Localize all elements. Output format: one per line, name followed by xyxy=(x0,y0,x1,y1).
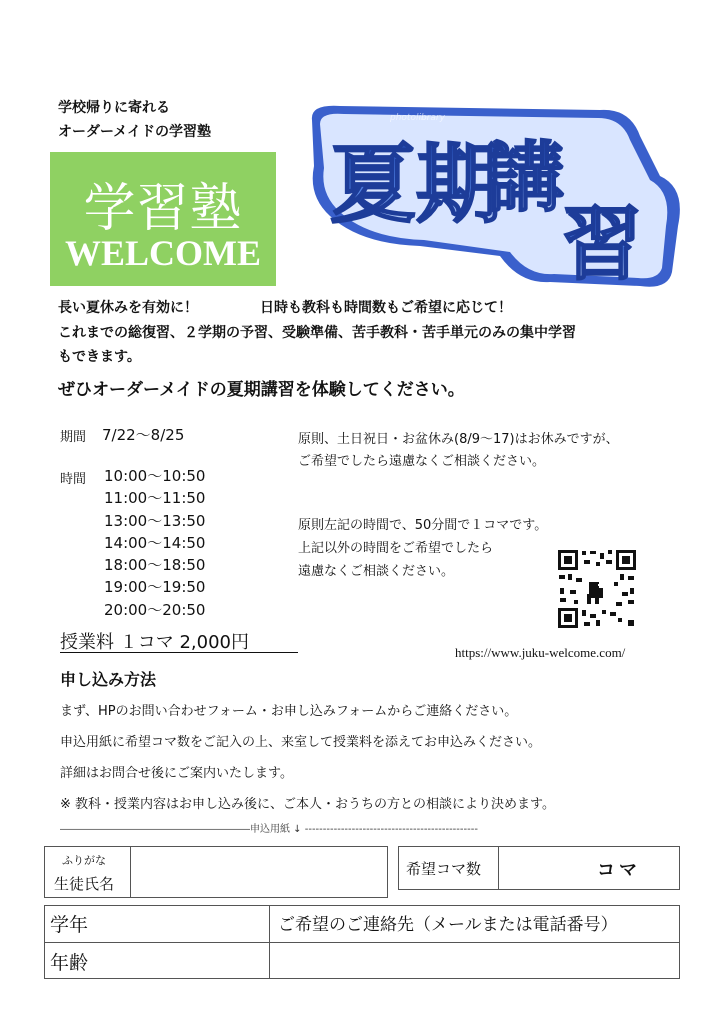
banner-title-1: 夏期 xyxy=(330,135,502,235)
banner-title-3: 習 xyxy=(562,198,642,291)
time-slot: 14:00～14:50 xyxy=(104,533,206,552)
time-note-3: 遠慮なくご相談ください。 xyxy=(298,564,455,579)
age-label: 年齢 xyxy=(50,953,89,974)
logo-sub-text: WELCOME xyxy=(64,233,261,273)
contact-label: ご希望のご連絡先（メールまたは電話番号） xyxy=(278,915,618,934)
promo-line-2: これまでの総復習、２学期の予習、受験準備、苦手教科・苦手単元のみの集中学習 xyxy=(58,325,576,341)
application-step: まず、HPのお問い合わせフォーム・お申し込みフォームからご連絡ください。 xyxy=(60,704,518,719)
grade-label: 学年 xyxy=(50,915,89,936)
time-label: 時間 xyxy=(60,472,87,487)
tuition-underline xyxy=(60,652,298,653)
application-step: 詳細はお問合せ後にご案内いたします。 xyxy=(60,766,293,781)
furigana-label: ふりがな xyxy=(62,855,106,867)
time-note-2: 上記以外の時間をご希望でしたら xyxy=(298,541,494,556)
application-step: 申込用紙に希望コマ数をご記入の上、来室して授業料を添えてお申込みください。 xyxy=(60,735,542,750)
summer-course-banner xyxy=(300,96,690,292)
qr-code-icon[interactable] xyxy=(556,548,638,630)
koma-count-label: 希望コマ数 xyxy=(406,862,482,878)
time-slot: 19:00～19:50 xyxy=(104,578,206,597)
koma-unit-label: コマ xyxy=(597,860,641,880)
tagline-line-2: オーダーメイドの学習塾 xyxy=(58,124,212,140)
promo-line-3: もできます。 xyxy=(58,349,141,365)
banner-watermark: photolibrary xyxy=(390,113,445,123)
period-note-2: ご希望でしたら遠慮なくご相談ください。 xyxy=(298,454,546,469)
time-slot: 11:00～11:50 xyxy=(104,489,206,508)
info-table-horizontal-divider xyxy=(44,942,680,943)
koma-field-divider xyxy=(498,846,499,890)
period-value: 7/22～8/25 xyxy=(102,426,185,444)
time-slot: 20:00～20:50 xyxy=(104,600,206,619)
tuition-fee: 授業料 １コマ 2,000円 xyxy=(60,632,249,653)
tagline-line-1: 学校帰りに寄れる xyxy=(58,100,170,116)
logo-main-text: 学習塾 xyxy=(83,179,243,239)
banner-title-2: 講 xyxy=(488,133,564,222)
promo-headline: ぜひオーダーメイドの夏期講習を体験してください。 xyxy=(58,380,465,400)
period-note-1: 原則、土日祝日・お盆休み(8/9～17)はお休みですが、 xyxy=(298,432,619,447)
time-slot: 10:00～10:50 xyxy=(104,467,206,485)
time-slot: 13:00～13:50 xyxy=(104,511,206,530)
school-logo xyxy=(50,152,276,286)
application-note: ※ 教科・授業内容はお申し込み後に、ご本人・おうちの方との相談により決めます。 xyxy=(60,797,555,812)
website-url[interactable]: https://www.juku-welcome.com/ xyxy=(455,645,626,660)
name-field-divider xyxy=(130,846,131,898)
student-name-label: 生徒氏名 xyxy=(54,877,115,893)
time-note-1: 原則左記の時間で、50分間で１コマです。 xyxy=(298,518,548,533)
application-title: 申し込み方法 xyxy=(60,670,157,689)
promo-line-1b: 日時も教科も時間数もご希望に応じて！ xyxy=(260,300,512,316)
time-slot-list xyxy=(104,465,205,621)
time-slot: 18:00～18:50 xyxy=(104,556,206,575)
promo-line-1a: 長い夏休みを有効に！ xyxy=(58,300,198,316)
period-label: 期間 xyxy=(60,430,87,445)
form-divider: ―――――――――――――――――――申込用紙 ↓ ------------------------------------------------ xyxy=(60,824,478,835)
